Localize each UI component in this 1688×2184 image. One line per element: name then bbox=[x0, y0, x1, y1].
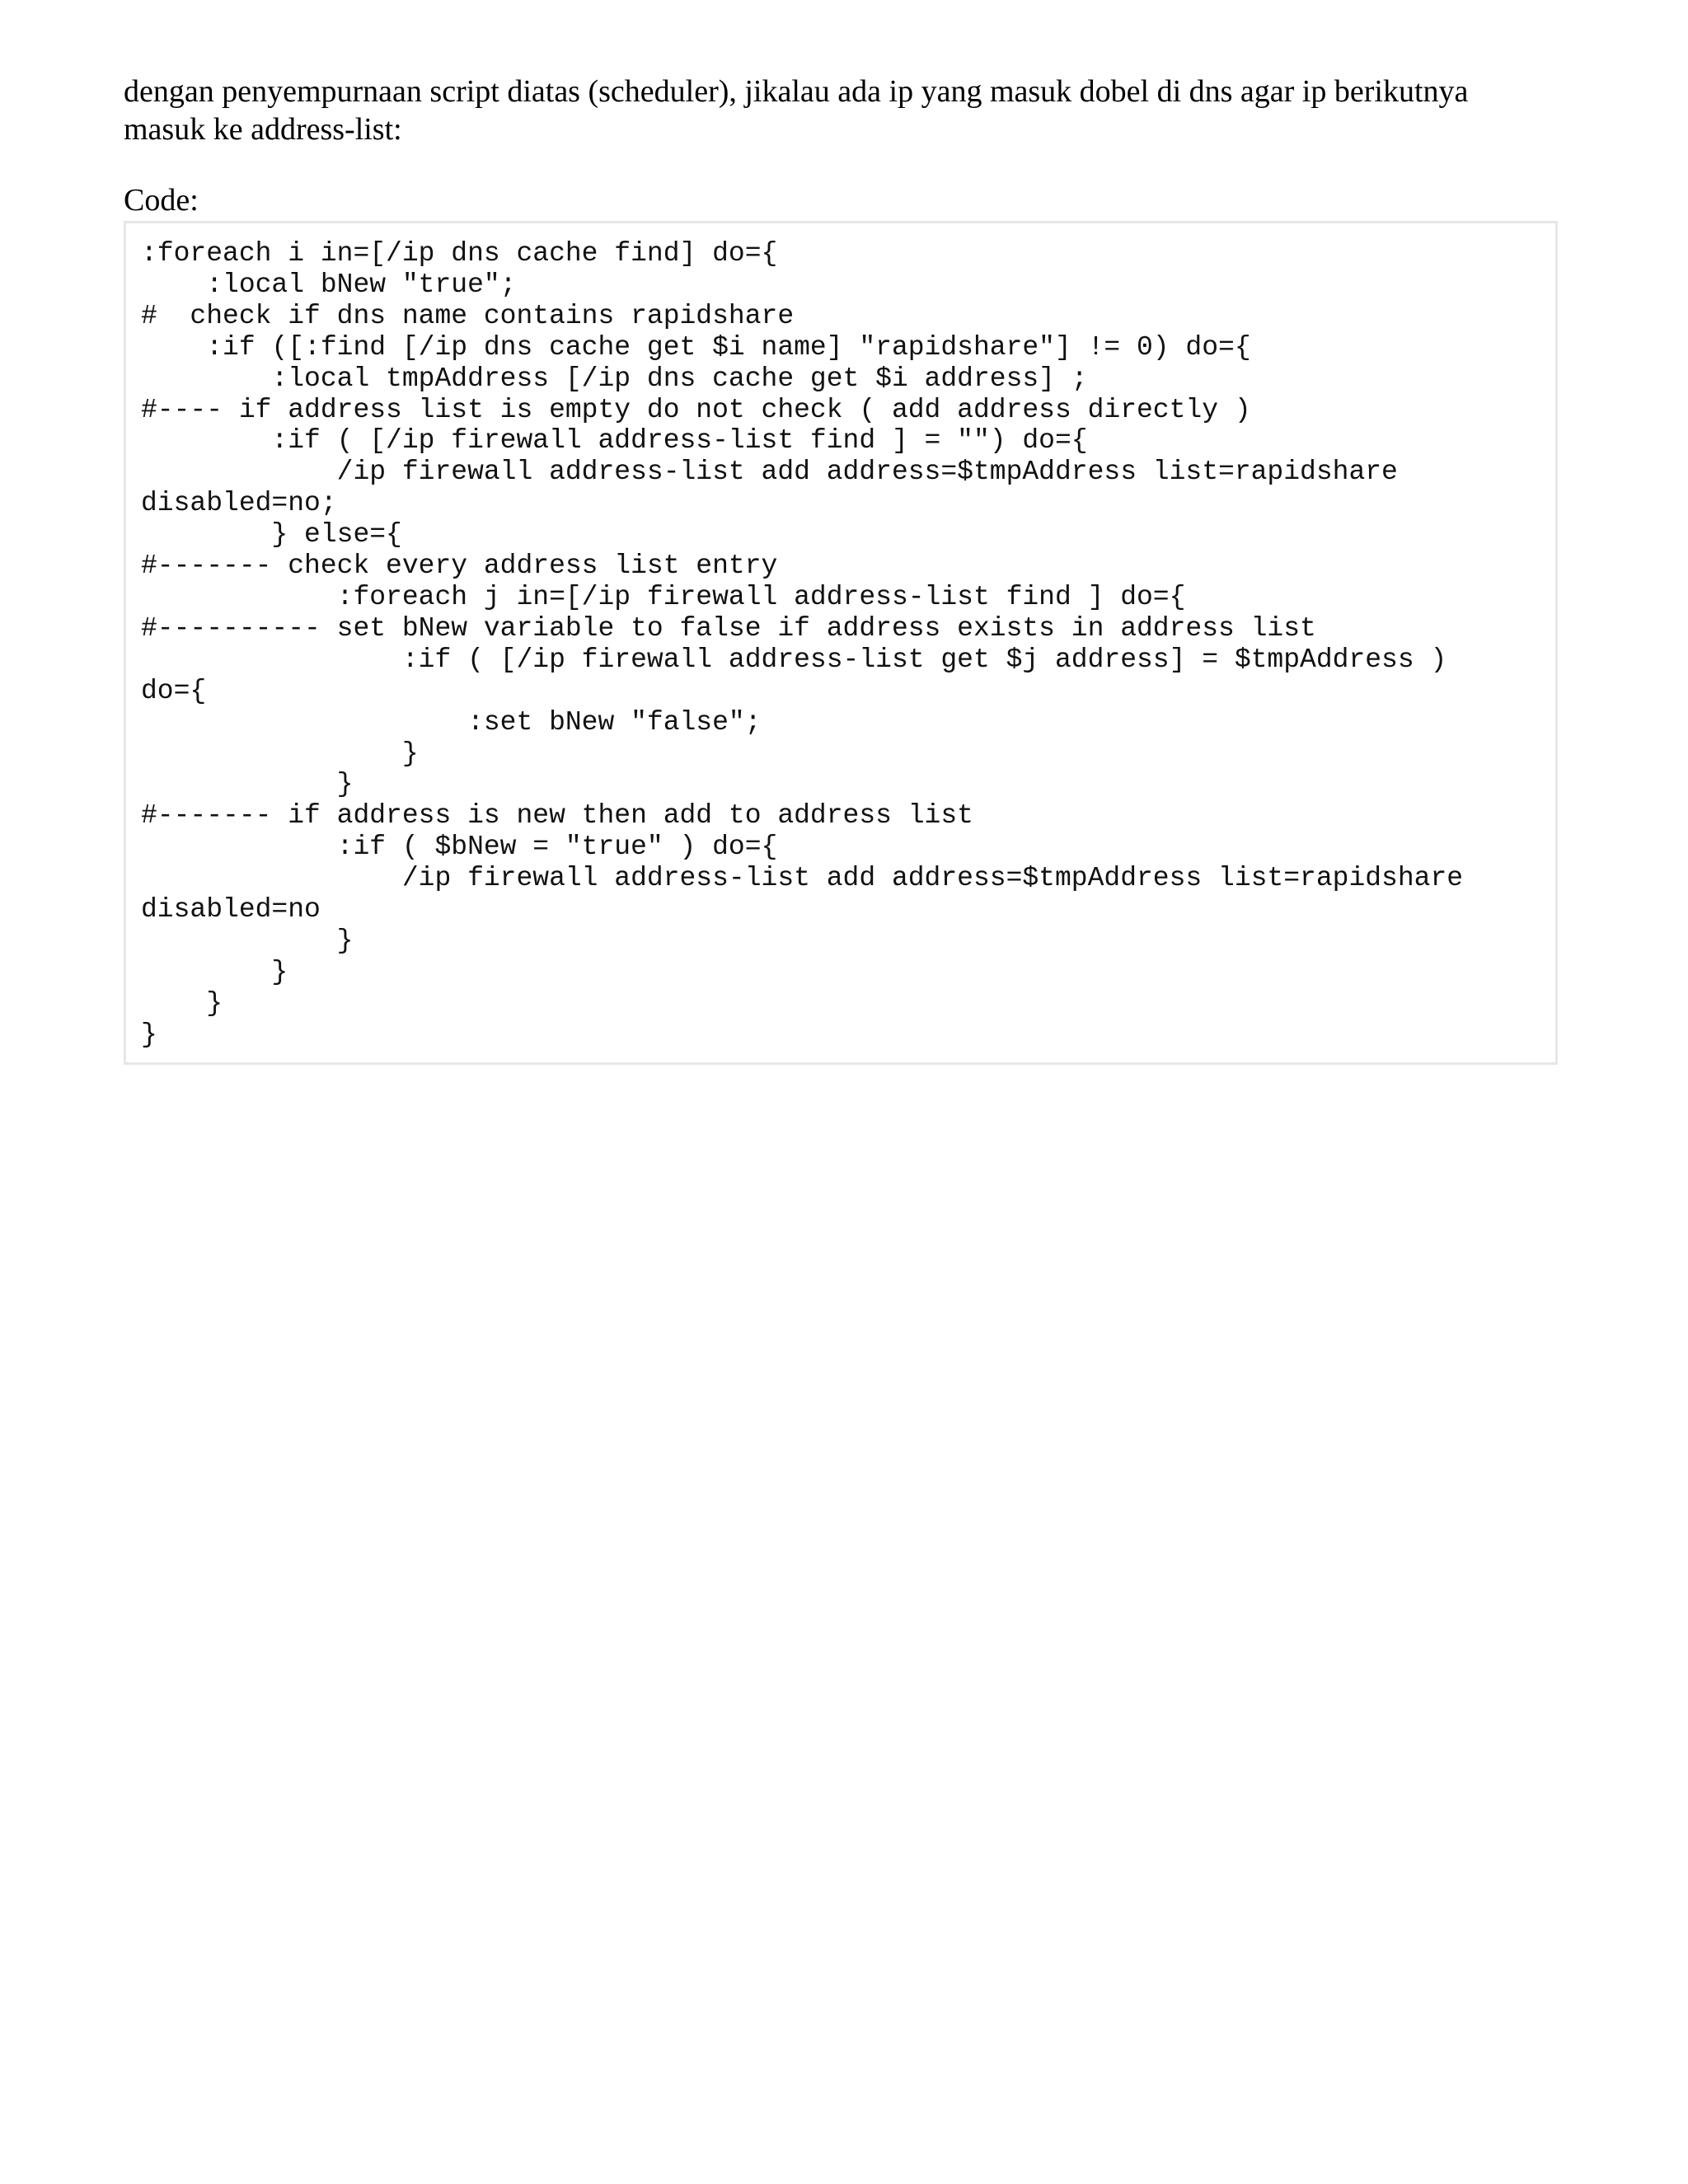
code-line: } bbox=[141, 769, 354, 800]
code-line: disabled=no; bbox=[141, 488, 337, 519]
code-line: #------- check every address list entry bbox=[141, 551, 778, 582]
code-line: :if ([:find [/ip dns cache get $i name] "rapidshare"] != 0) do={ bbox=[141, 331, 1251, 363]
code-line: :set bNew "false"; bbox=[141, 706, 762, 738]
code-line: :if ( [/ip firewall address-list get $j address] = $tmpAddress ) bbox=[141, 644, 1447, 675]
code-line: :local bNew "true"; bbox=[141, 269, 517, 300]
code-line: :if ( [/ip firewall address-list find ] = "") do={ bbox=[141, 425, 1088, 457]
code-line: } bbox=[141, 738, 419, 769]
code-label: Code: bbox=[124, 183, 199, 218]
code-line: } bbox=[141, 1019, 157, 1050]
code-line: disabled=no bbox=[141, 894, 321, 926]
code-line: :foreach j in=[/ip firewall address-list find ] do={ bbox=[141, 581, 1186, 612]
code-line: } bbox=[141, 987, 223, 1019]
code-line: } bbox=[141, 925, 354, 956]
code-line: :foreach i in=[/ip dns cache find] do={ bbox=[141, 238, 778, 269]
code-line: # check if dns name contains rapidshare bbox=[141, 300, 795, 331]
code-line: :if ( $bNew = "true" ) do={ bbox=[141, 832, 778, 863]
code-block bbox=[124, 221, 1558, 1065]
intro-paragraph: dengan penyempurnaan script diatas (scheduler), jikalau ada ip yang masuk dobel di dns agar ip berikutnya masuk ke address-list: bbox=[124, 74, 1469, 147]
code-line: /ip firewall address-list add address=$tmpAddress list=rapidshare bbox=[141, 457, 1398, 488]
code-line: do={ bbox=[141, 675, 207, 706]
code-line: } bbox=[141, 956, 288, 987]
code-line: #---- if address list is empty do not check ( add address directly ) bbox=[141, 394, 1251, 425]
document-page bbox=[124, 73, 1558, 1065]
code-line: #---------- set bNew variable to false if address exists in address list bbox=[141, 612, 1316, 644]
code-line: #------- if address is new then add to address list bbox=[141, 800, 973, 832]
code-line: } else={ bbox=[141, 519, 402, 551]
code-line: :local tmpAddress [/ip dns cache get $i address] ; bbox=[141, 363, 1088, 394]
code-line: /ip firewall address-list add address=$tmpAddress list=rapidshare bbox=[141, 863, 1464, 894]
